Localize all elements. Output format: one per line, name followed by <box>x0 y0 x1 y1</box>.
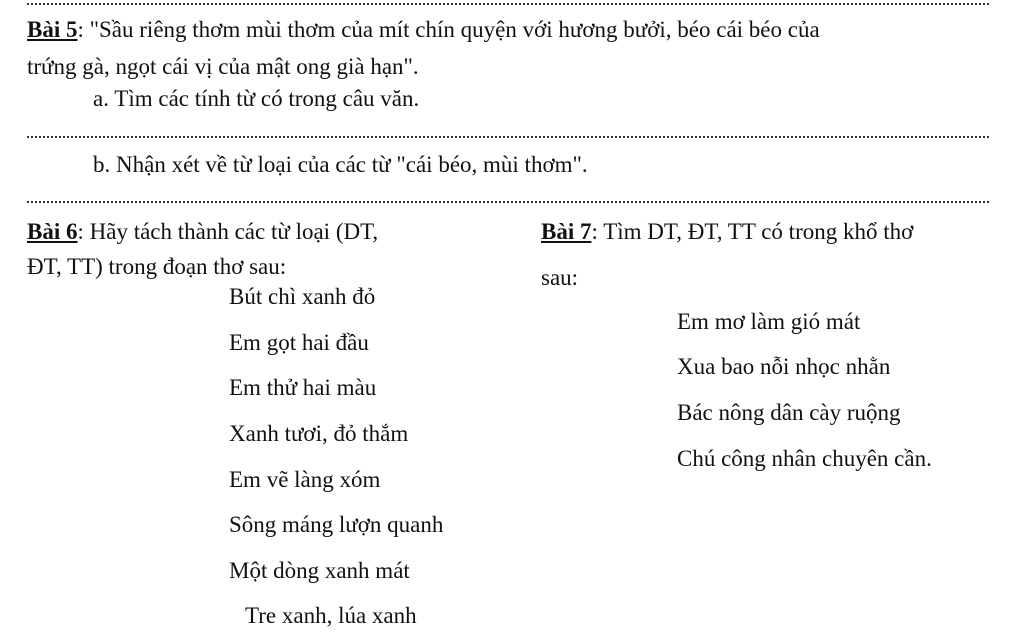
bai6-poem-line: Em gọt hai đầu <box>229 330 369 355</box>
bai7-poem-line: Xua bao nỗi nhọc nhằn <box>677 354 891 379</box>
bai7-poem-line: Bác nông dân cày ruộng <box>677 400 901 425</box>
bai7-poem-line: Chú công nhân chuyên cần. <box>677 446 932 471</box>
bai7-text-line1: Tìm DT, ĐT, TT có trong khổ thơ <box>603 219 914 244</box>
bai6-poem-line: Một dòng xanh mát <box>229 558 410 583</box>
bai6-text-line1: Hãy tách thành các từ loại (DT, <box>89 219 379 244</box>
bai7-text-line2: sau: <box>541 265 579 290</box>
answer-line-b <box>27 201 989 203</box>
bai6-heading: Bài 6 <box>27 219 78 244</box>
bai6-poem-line: Sông máng lượn quanh <box>229 512 444 537</box>
bai5-heading: Bài 5 <box>27 17 78 42</box>
bai6-poem-line: Tre xanh, lúa xanh <box>245 603 417 628</box>
bai7-sep: : <box>591 219 604 244</box>
bai6-line1 <box>27 217 378 247</box>
bai6-poem-line: Em thử hai màu <box>229 375 377 400</box>
bai5-sep: : <box>77 17 90 42</box>
bai7-poem-line: Em mơ làm gió mát <box>677 309 861 334</box>
bai5-text-line2: trứng gà, ngọt cái vị của mật ong già hạn". <box>27 54 419 79</box>
bai5-line1 <box>27 15 820 45</box>
bai5-part-b: b. Nhận xét về từ loại của các từ "cái béo, mùi thơm". <box>93 152 588 177</box>
bai5-part-a: a. Tìm các tính từ có trong câu văn. <box>93 86 420 111</box>
bai7-line1 <box>541 217 913 247</box>
answer-line-top <box>27 3 989 5</box>
bai5-text-line1: "Sầu riêng thơm mùi thơm của mít chín quyện với hương bưởi, béo cái béo của <box>89 17 820 42</box>
bai6-sep: : <box>77 219 90 244</box>
bai6-text-line2: ĐT, TT) trong đoạn thơ sau: <box>27 254 287 279</box>
answer-line-a <box>27 136 989 138</box>
bai6-poem-line: Em vẽ làng xóm <box>229 467 381 492</box>
bai6-poem-line: Bút chì xanh đỏ <box>229 284 376 309</box>
bai7-heading: Bài 7 <box>541 219 592 244</box>
bai6-poem-line: Xanh tươi, đỏ thắm <box>229 421 409 446</box>
